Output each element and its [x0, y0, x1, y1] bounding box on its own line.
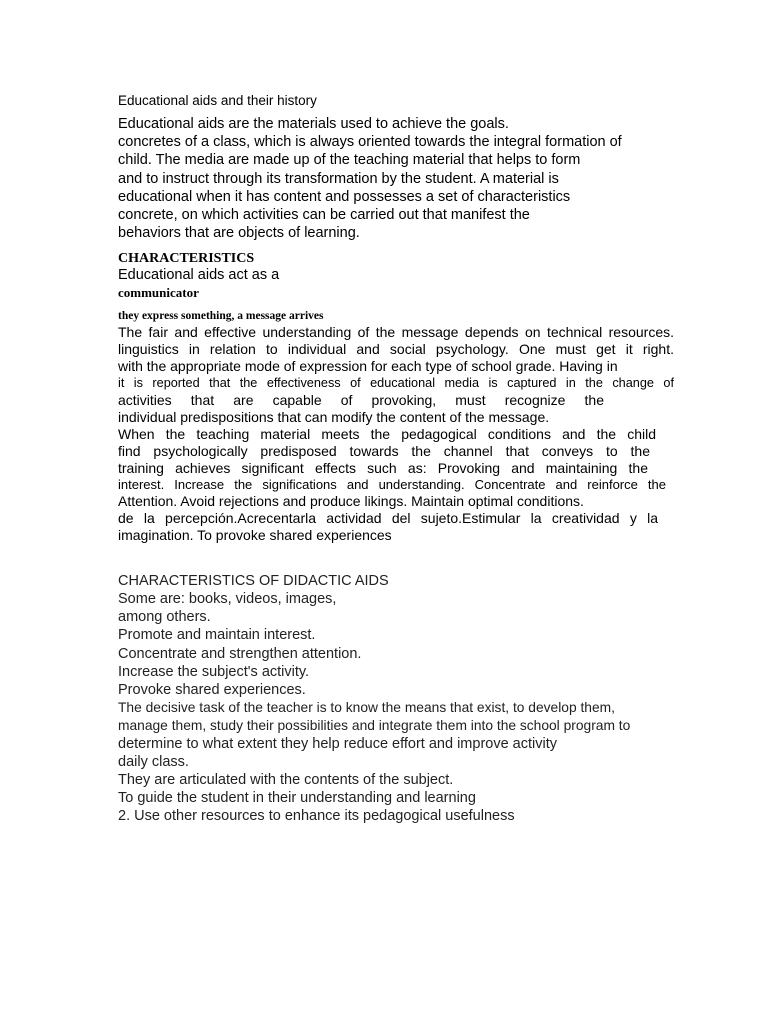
didactic-line: determine to what extent they help reduce effort and improve activity: [118, 736, 558, 753]
body-line: When the teaching material meets the pedagogical conditions and the child: [118, 425, 656, 442]
didactic-line: 2. Use other resources to enhance its pedagogical usefulness: [118, 808, 515, 825]
intro-line: educational when it has content and possesses a set of characteristics: [118, 188, 571, 205]
didactic-line: Some are: books, videos, images,: [118, 591, 337, 608]
body-line: individual predispositions that can modify the content of the message.: [118, 408, 550, 425]
document-title: Educational aids and their history: [118, 93, 317, 108]
didactic-line: daily class.: [118, 754, 189, 771]
intro-line: concrete, on which activities can be carried out that manifest the: [118, 207, 530, 224]
didactic-line: Promote and maintain interest.: [118, 627, 316, 644]
didactic-line: among others.: [118, 609, 211, 626]
body-line: The fair and effective understanding of the message depends on technical resources.: [118, 324, 674, 341]
intro-line: concretes of a class, which is always oriented towards the integral formation of: [118, 134, 622, 151]
document-page: [118, 92, 678, 826]
intro-line: and to instruct through its transformation by the student. A material is: [118, 170, 559, 187]
characteristics-heading: CHARACTERISTICS: [118, 251, 255, 267]
body-line: de la percepción.Acrecentarla actividad del sujeto.Estimular la creatividad y la: [118, 510, 658, 527]
intro-line: behaviors that are objects of learning.: [118, 225, 360, 242]
intro-paragraph: [118, 115, 678, 242]
body-line: interest. Increase the significations and understanding. Concentrate and reinforce the: [118, 476, 666, 492]
body-line: training achieves significant effects such as: Provoking and maintaining the: [118, 459, 648, 476]
body-line: linguistics in relation to individual and social psychology. One must get it right.: [118, 341, 674, 358]
intro-line: Educational aids are the materials used to achieve the goals.: [118, 116, 509, 132]
act-as-line: Educational aids act as a: [118, 267, 280, 284]
intro-line: child. The media are made up of the teaching material that helps to form: [118, 152, 581, 169]
didactic-line: The decisive task of the teacher is to know the means that exist, to develop them,: [118, 699, 615, 715]
didactic-heading: CHARACTERISTICS OF DIDACTIC AIDS: [118, 573, 389, 590]
didactic-line: Increase the subject's activity.: [118, 663, 310, 680]
didactic-line: To guide the student in their understanding and learning: [118, 790, 476, 807]
didactic-line: Concentrate and strengthen attention.: [118, 645, 362, 662]
didactic-line: Provoke shared experiences.: [118, 681, 306, 698]
body-line: with the appropriate mode of expression for each type of school grade. Having in: [118, 358, 618, 375]
body-line: imagination. To provoke shared experiences: [118, 527, 392, 544]
body-line: activities that are capable of provoking, must recognize the: [118, 392, 604, 409]
didactic-line: manage them, study their possibilities and integrate them into the school program to: [118, 717, 631, 733]
body-line: Attention. Avoid rejections and produce likings. Maintain optimal conditions.: [118, 493, 584, 510]
body-paragraph: [118, 324, 678, 544]
didactic-section: [118, 572, 678, 825]
communicator-label: communicator: [118, 285, 199, 301]
body-line: find psychologically predisposed towards the channel that conveys to the: [118, 442, 650, 459]
body-line: it is reported that the effectiveness of educational media is captured in the change of: [118, 376, 674, 391]
section-spacer: [118, 544, 678, 572]
message-subheading: they express something, a message arrives: [118, 310, 324, 323]
didactic-line: They are articulated with the contents of the subject.: [118, 772, 454, 789]
